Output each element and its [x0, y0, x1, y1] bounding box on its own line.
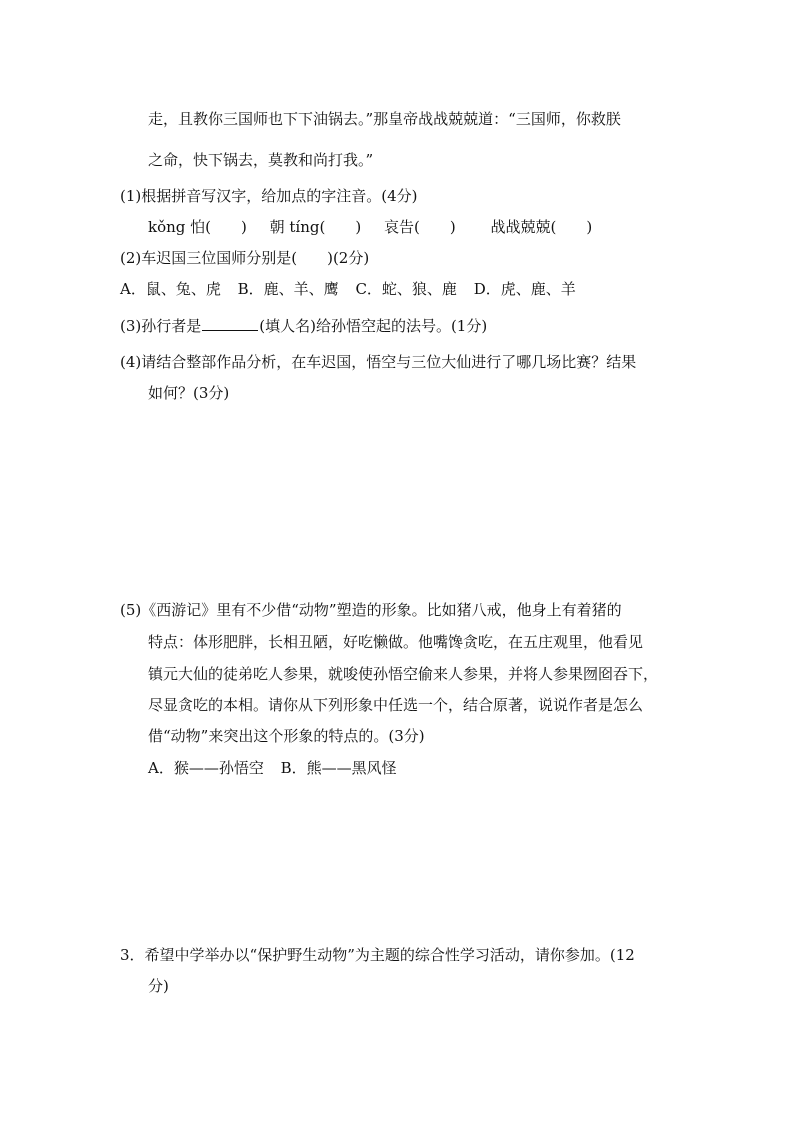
question-4-line-2: 如何？(3分)	[148, 384, 230, 402]
option-a: A．鼠、兔、虎	[120, 280, 221, 298]
option-c: C．蛇、狼、鹿	[355, 280, 457, 298]
fill-blank[interactable]	[202, 316, 258, 331]
section-3-line-2: 分)	[148, 977, 169, 995]
pinyin-item-3: 哀告( )	[383, 218, 456, 236]
pinyin-item-1: kǒng 怕( )	[148, 218, 247, 236]
question-3	[120, 316, 487, 336]
option-d: D．虎、鹿、羊	[473, 280, 576, 298]
passage-line-1: 走，且教你三国师也下下油锅去。”那皇帝战战兢兢道：“三国师，你救朕	[148, 110, 621, 128]
option-b: B．熊——黑风怪	[280, 759, 397, 777]
pinyin-item-4: 战战兢兢( )	[490, 218, 593, 236]
question-2-options	[120, 279, 588, 299]
passage-line-2: 之命，快下锅去，莫教和尚打我。”	[148, 151, 374, 169]
question-2-prompt: (2)车迟国三位国师分别是( )(2分)	[120, 249, 370, 267]
option-a: A．猴——孙悟空	[148, 759, 264, 777]
question-5-line-5: 借“动物”来突出这个形象的特点的。(3分)	[148, 727, 425, 745]
question-5-line-2: 特点：体形肥胖，长相丑陋，好吃懒做。他嘴馋贪吃，在五庄观里，他看见	[148, 633, 644, 651]
question-3-prefix: (3)孙行者是	[120, 317, 202, 335]
section-3-line-1: 3．希望中学举办以“保护野生动物”为主题的综合性学习活动，请你参加。(12	[120, 946, 635, 964]
question-5-line-1: (5)《西游记》里有不少借“动物”塑造的形象。比如猪八戒，他身上有着猪的	[120, 601, 622, 619]
question-5-line-3: 镇元大仙的徒弟吃人参果，就唆使孙悟空偷来人参果，并将人参果囫囵吞下，	[148, 665, 659, 683]
question-4-line-1: (4)请结合整部作品分析，在车迟国，悟空与三位大仙进行了哪几场比赛？结果	[120, 353, 637, 371]
pinyin-item-2: 朝 tíng( )	[269, 218, 362, 236]
question-5-line-4: 尽显贪吃的本相。请你从下列形象中任选一个，结合原著，说说作者是怎么	[148, 696, 644, 714]
question-1-prompt: (1)根据拼音写汉字，给加点的字注音。(4分)	[120, 187, 418, 205]
question-3-suffix: (填人名)给孙悟空起的法号。(1分)	[259, 317, 488, 335]
question-5-options	[148, 758, 409, 778]
option-b: B．鹿、羊、鹰	[237, 280, 339, 298]
question-1-items	[148, 217, 592, 237]
